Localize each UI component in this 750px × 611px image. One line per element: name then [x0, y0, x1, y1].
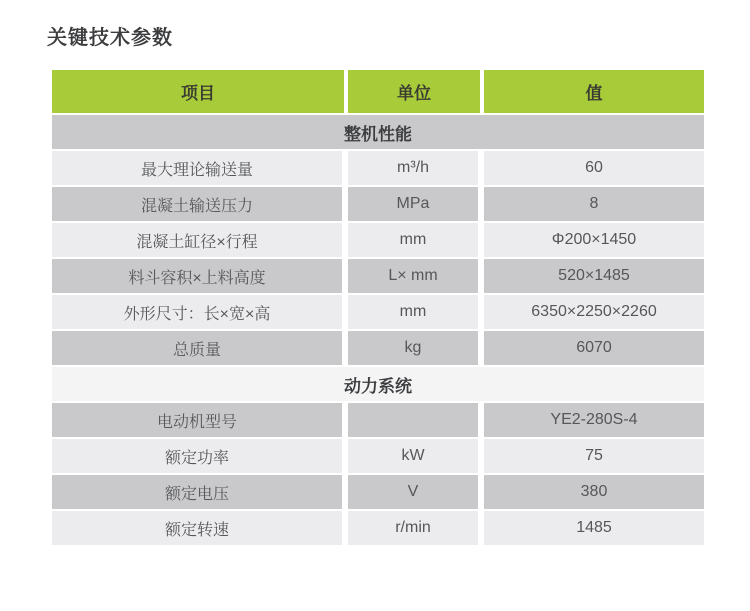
section-title: 动力系统	[52, 367, 704, 403]
table-row	[52, 439, 704, 475]
section-row-overall-performance	[52, 115, 704, 151]
unit-cell: mm	[348, 223, 484, 259]
table-row	[52, 475, 704, 511]
unit-cell: kW	[348, 439, 484, 475]
column-header-item: 项目	[52, 70, 348, 115]
unit-cell: mm	[348, 295, 484, 331]
table-row	[52, 259, 704, 295]
section-row-power-system	[52, 367, 704, 403]
table-row	[52, 511, 704, 547]
value-cell: 6070	[484, 331, 704, 367]
column-header-value: 值	[484, 70, 704, 115]
item-cell: 外形尺寸：长×宽×高	[52, 295, 348, 331]
column-header-unit: 单位	[348, 70, 484, 115]
table-row	[52, 295, 704, 331]
value-cell: 75	[484, 439, 704, 475]
item-cell: 混凝土缸径×行程	[52, 223, 348, 259]
item-cell: 混凝土输送压力	[52, 187, 348, 223]
item-cell: 电动机型号	[52, 403, 348, 439]
unit-cell: V	[348, 475, 484, 511]
value-cell: 8	[484, 187, 704, 223]
value-cell: 6350×2250×2260	[484, 295, 704, 331]
key-parameters-table	[52, 70, 704, 547]
value-cell: 380	[484, 475, 704, 511]
table-header-row	[52, 70, 704, 115]
item-cell: 额定电压	[52, 475, 348, 511]
value-cell: 1485	[484, 511, 704, 547]
section-title: 整机性能	[52, 115, 704, 151]
table-row	[52, 403, 704, 439]
item-cell: 料斗容积×上料高度	[52, 259, 348, 295]
page-title: 关键技术参数	[47, 27, 173, 49]
table-row	[52, 187, 704, 223]
item-cell: 总质量	[52, 331, 348, 367]
value-cell: Φ200×1450	[484, 223, 704, 259]
item-cell: 最大理论输送量	[52, 151, 348, 187]
table-row	[52, 331, 704, 367]
unit-cell: kg	[348, 331, 484, 367]
table-row	[52, 223, 704, 259]
unit-cell: r/min	[348, 511, 484, 547]
value-cell: YE2-280S-4	[484, 403, 704, 439]
item-cell: 额定功率	[52, 439, 348, 475]
table-row	[52, 151, 704, 187]
value-cell: 520×1485	[484, 259, 704, 295]
unit-cell: L× mm	[348, 259, 484, 295]
unit-cell	[348, 403, 484, 439]
item-cell: 额定转速	[52, 511, 348, 547]
unit-cell: m³/h	[348, 151, 484, 187]
value-cell: 60	[484, 151, 704, 187]
unit-cell: MPa	[348, 187, 484, 223]
